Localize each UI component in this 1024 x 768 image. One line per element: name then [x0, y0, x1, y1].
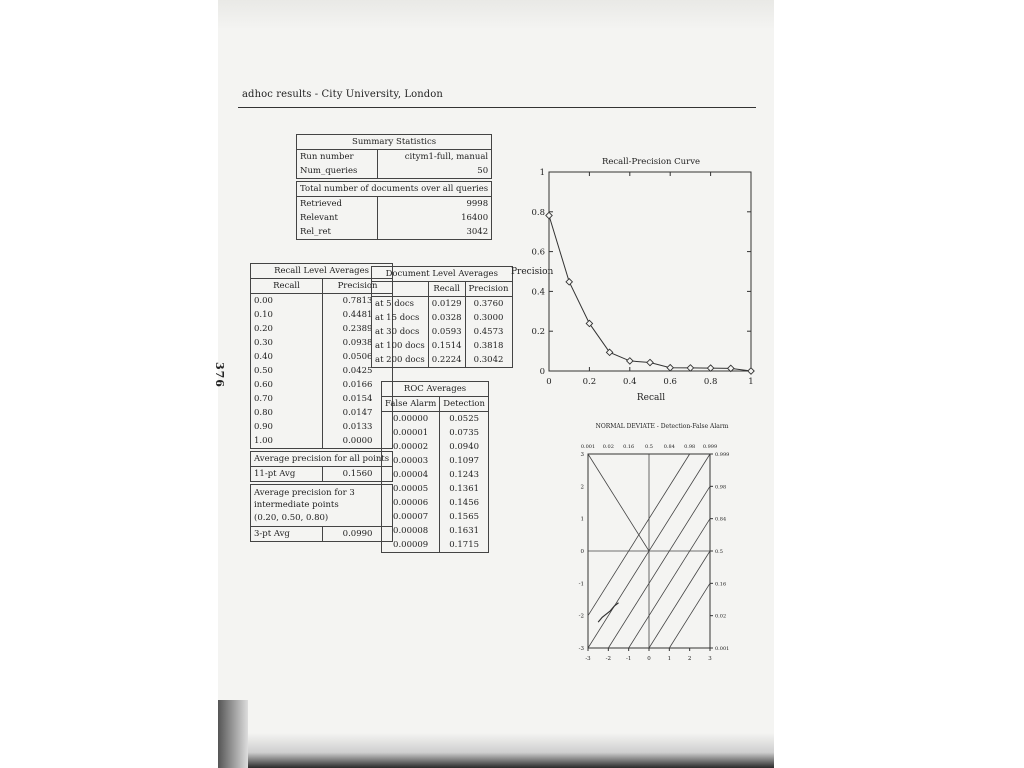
top-tick-label: 0.999 [702, 444, 718, 450]
table-row [382, 426, 489, 440]
bottom-tick-label: -1 [625, 656, 632, 662]
avg3-description [251, 485, 393, 527]
table-row [372, 311, 513, 325]
false-alarm-cell: 0.00004 [382, 468, 440, 482]
recall-cell: 0.90 [251, 420, 323, 434]
recall-cell: 0.0129 [428, 297, 465, 312]
precision-cell: 0.4481 [323, 308, 393, 322]
recall-cell: 0.40 [251, 350, 323, 364]
header-rule [238, 107, 756, 108]
series-line [549, 216, 751, 371]
false-alarm-cell: 0.00008 [382, 524, 440, 538]
recall-cell: 0.0328 [428, 311, 465, 325]
right-tick-label: 0.84 [715, 516, 727, 523]
avg3-label: 3-pt Avg [251, 526, 323, 541]
anti-diagonal-line [588, 454, 649, 551]
y-axis-label: Precision [511, 267, 554, 277]
false-alarm-cell: 0.00002 [382, 440, 440, 454]
total-label: Total number of documents over all queries [297, 182, 492, 197]
recall-table-title: Recall Level Averages [251, 264, 393, 279]
table-row [251, 420, 393, 434]
bottom-tick-label: 0 [647, 656, 651, 662]
y-tick-label: 0.6 [531, 247, 545, 258]
summary-title: Summary Statistics [297, 135, 492, 150]
table-row [382, 454, 489, 468]
x-tick-label: 0.2 [582, 377, 597, 387]
table-row [382, 496, 489, 510]
table-row [372, 339, 513, 353]
y-tick-label: 0.8 [531, 207, 545, 218]
table-row [382, 482, 489, 496]
right-tick-label: 0.001 [715, 646, 730, 652]
data-points [546, 212, 754, 374]
avg3-text-1: Average precision for 3 [254, 488, 355, 498]
col-precision: Precision [323, 279, 393, 294]
data-point [566, 279, 572, 285]
precision-cell: 0.0938 [323, 336, 393, 350]
false-alarm-cell: 0.00005 [382, 482, 440, 496]
col-recall: Recall [251, 279, 323, 294]
y-tick-label: 0.2 [531, 327, 545, 338]
avg3-value: 0.0990 [323, 526, 393, 541]
recall-cell: 0.1514 [428, 339, 465, 353]
y-tick-label: 0.4 [531, 287, 545, 298]
precision-cell: 0.0147 [323, 406, 393, 420]
right-tick-label: 0.02 [715, 613, 727, 620]
precision-cell: 0.3818 [465, 339, 512, 353]
recall-cell: 0.30 [251, 336, 323, 350]
recall-cell: 0.80 [251, 406, 323, 420]
chart-title: Recall-Precision Curve [601, 157, 701, 167]
data-point [627, 358, 633, 364]
recall-cell: 1.00 [251, 434, 323, 449]
diagonal-grid [588, 454, 710, 648]
recall-cell: 0.50 [251, 364, 323, 378]
table-row [382, 510, 489, 524]
precision-cell: 0.2389 [323, 322, 393, 336]
precision-cell: 0.4573 [465, 325, 512, 339]
roc-table [381, 381, 489, 553]
detection-cell: 0.0525 [440, 412, 489, 427]
doc-col-recall: Recall [428, 282, 465, 297]
right-tick-label: 0.999 [715, 452, 730, 458]
data-point [748, 368, 754, 374]
detection-cell: 0.1456 [440, 496, 489, 510]
page-corner-shadow [218, 700, 248, 768]
false-alarm-cell: 0.00006 [382, 496, 440, 510]
detection-cell: 0.0940 [440, 440, 489, 454]
roc-col-det: Detection [440, 397, 489, 412]
detection-cell: 0.1565 [440, 510, 489, 524]
page-number: 376 [213, 362, 226, 388]
bottom-tick-label: 1 [667, 656, 672, 662]
bottom-tick-label: -2 [605, 656, 612, 662]
x-tick-label: 0.6 [663, 377, 677, 387]
precision-cell: 0.0166 [323, 378, 393, 392]
summary-table [296, 134, 492, 240]
x-tick-label: 0 [546, 377, 552, 387]
left-tick-label: -3 [578, 646, 584, 652]
top-tick-label: 0.84 [663, 444, 675, 450]
relret-value: 3042 [378, 225, 492, 240]
doc-cutoff-cell: at 30 docs [372, 325, 429, 339]
precision-cell: 0.3042 [465, 353, 512, 368]
precision-cell: 0.7813 [323, 294, 393, 309]
page-bottom-edge [218, 690, 774, 768]
false-alarm-cell: 0.00007 [382, 510, 440, 524]
doc-table-title: Document Level Averages [372, 267, 513, 282]
table-row [251, 406, 393, 420]
precision-cell: 0.0506 [323, 350, 393, 364]
data-point [546, 212, 552, 218]
axis-ticks [579, 444, 730, 662]
queries-value: 50 [378, 164, 492, 179]
relevant-label: Relevant [297, 211, 378, 225]
data-point [606, 349, 612, 355]
right-tick-label: 0.16 [715, 581, 727, 588]
avg11-label: 11-pt Avg [251, 467, 323, 482]
relevant-value: 16400 [378, 211, 492, 225]
x-axis-label: Recall [636, 393, 666, 403]
roc-col-fa: False Alarm [382, 397, 440, 412]
top-tick-label: 0.98 [684, 444, 696, 450]
precision-cell: 0.0133 [323, 420, 393, 434]
recall-cell: 0.00 [251, 294, 323, 309]
left-tick-label: 0 [580, 549, 584, 555]
left-tick-label: 2 [580, 484, 584, 491]
relret-label: Rel_ret [297, 225, 378, 240]
precision-cell: 0.3760 [465, 297, 512, 312]
left-tick-label: -1 [578, 581, 584, 588]
chart-title: NORMAL DEVIATE - Detection-False Alarm [595, 423, 729, 430]
right-tick-label: 0.5 [715, 549, 723, 555]
recall-precision-chart [505, 150, 770, 410]
recall-cell: 0.70 [251, 392, 323, 406]
doc-cutoff-cell: at 100 docs [372, 339, 429, 353]
diagonal-line [669, 583, 710, 648]
detection-cell: 0.0735 [440, 426, 489, 440]
table-row [382, 468, 489, 482]
recall-cell: 0.20 [251, 322, 323, 336]
left-tick-label: 3 [580, 452, 584, 458]
doc-rows [372, 297, 513, 368]
left-tick-label: -2 [578, 613, 584, 620]
y-tick-label: 1 [539, 168, 545, 178]
data-point [586, 320, 592, 326]
data-point [687, 365, 693, 371]
table-row [372, 325, 513, 339]
detection-cell: 0.1243 [440, 468, 489, 482]
avg3-text-2: intermediate points [254, 500, 339, 511]
doc-cutoff-cell: at 200 docs [372, 353, 429, 368]
detection-cell: 0.1361 [440, 482, 489, 496]
right-tick-label: 0.98 [715, 484, 727, 491]
bottom-tick-label: -3 [585, 656, 591, 662]
document-level-table [371, 266, 513, 368]
table-row [382, 524, 489, 538]
detection-cell: 0.1631 [440, 524, 489, 538]
avg-all-label: Average precision for all points [251, 452, 393, 467]
page-shadow [218, 0, 774, 30]
table-row [382, 412, 489, 427]
diagonal-line [649, 551, 710, 648]
false-alarm-cell: 0.00003 [382, 454, 440, 468]
retrieved-label: Retrieved [297, 197, 378, 212]
x-tick-label: 1 [748, 377, 754, 387]
table-row [382, 440, 489, 454]
detection-cell: 0.1097 [440, 454, 489, 468]
doc-col-precision: Precision [465, 282, 512, 297]
recall-cell: 0.10 [251, 308, 323, 322]
axis-ticks [531, 168, 753, 387]
avg11-value: 0.1560 [323, 467, 393, 482]
plot-frame [549, 172, 751, 371]
page-header: adhoc results - City University, London [242, 89, 443, 100]
data-point [647, 359, 653, 365]
top-tick-label: 0.02 [602, 444, 614, 450]
table-row [251, 434, 393, 449]
roc-title: ROC Averages [382, 382, 489, 397]
queries-label: Num_queries [297, 164, 378, 179]
run-value: citym1-full, manual [378, 150, 492, 165]
normal-deviate-chart [570, 420, 750, 670]
false-alarm-cell: 0.00000 [382, 412, 440, 427]
table-row [372, 297, 513, 312]
precision-cell: 0.0154 [323, 392, 393, 406]
top-tick-label: 0.16 [623, 444, 635, 450]
table-row [372, 353, 513, 368]
data-point [707, 365, 713, 371]
roc-rows [382, 412, 489, 553]
roc-curve [598, 603, 618, 622]
y-tick-label: 0 [539, 367, 545, 377]
table-row [251, 392, 393, 406]
false-alarm-cell: 0.00009 [382, 538, 440, 553]
doc-col-empty [372, 282, 429, 297]
bottom-tick-label: 2 [687, 656, 692, 662]
precision-cell: 0.3000 [465, 311, 512, 325]
retrieved-value: 9998 [378, 197, 492, 212]
recall-cell: 0.60 [251, 378, 323, 392]
precision-cell: 0.0425 [323, 364, 393, 378]
table-row [382, 538, 489, 553]
data-point [667, 364, 673, 370]
x-tick-label: 0.4 [623, 377, 637, 387]
avg3-text-3: (0.20, 0.50, 0.80) [254, 512, 329, 523]
doc-cutoff-cell: at 15 docs [372, 311, 429, 325]
top-tick-label: 0.5 [645, 444, 653, 450]
table-row [251, 378, 393, 392]
run-label: Run number [297, 150, 378, 165]
recall-cell: 0.2224 [428, 353, 465, 368]
recall-cell: 0.0593 [428, 325, 465, 339]
false-alarm-cell: 0.00001 [382, 426, 440, 440]
precision-cell: 0.0000 [323, 434, 393, 449]
x-tick-label: 0.8 [703, 377, 718, 387]
detection-cell: 0.1715 [440, 538, 489, 553]
bottom-tick-label: 3 [708, 656, 712, 662]
left-tick-label: 1 [580, 516, 584, 523]
doc-cutoff-cell: at 5 docs [372, 297, 429, 312]
top-tick-label: 0.001 [580, 444, 596, 450]
